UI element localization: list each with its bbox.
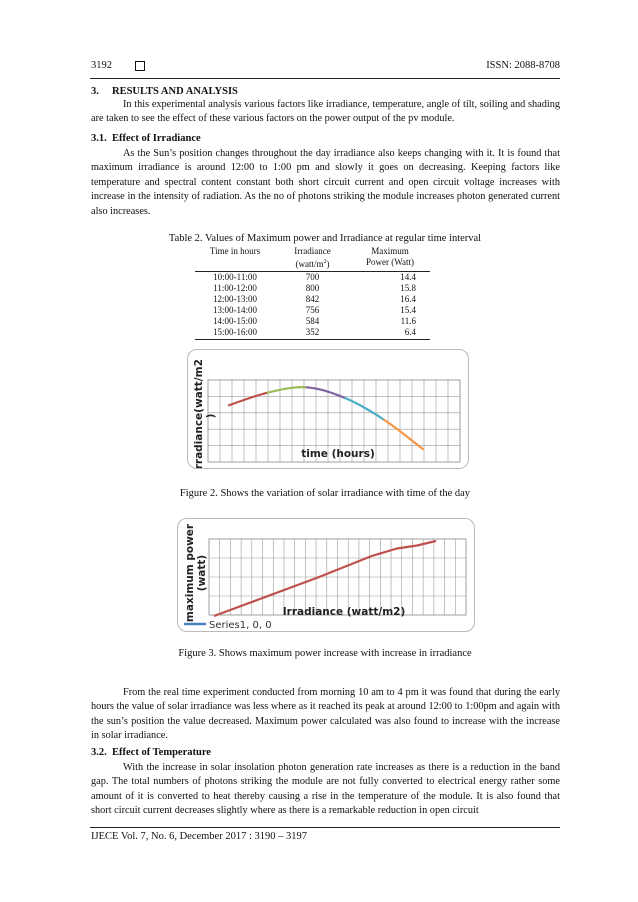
table-cell-time: 15:00-16:00 (195, 327, 275, 340)
irradiance-chart-svg (188, 350, 468, 468)
table-cell-irr: 584 (305, 316, 320, 326)
table-cell-pow: 16.4 (400, 294, 416, 304)
footer-rule (90, 827, 560, 828)
table-cell-pow: 14.4 (400, 272, 416, 282)
table-row (195, 283, 430, 294)
series-line-segment (384, 420, 423, 449)
table-cell-irr: 800 (305, 283, 320, 293)
checkbox-square-icon (135, 61, 145, 71)
table-row (195, 327, 430, 340)
series-line-segment (345, 398, 384, 420)
section-heading-temperature: 3.2. Effect of Temperature (91, 747, 211, 758)
table-cell-time: 13:00-14:00 (213, 305, 257, 315)
col-max-power: Maximum Power (Watt) (350, 246, 430, 272)
table-cell-time: 12:00-13:00 (213, 294, 257, 304)
table-cell-irr: 700 (305, 272, 320, 282)
x-axis-label: time (hours) (301, 448, 375, 460)
y-axis-label: maximum power(watt) (184, 523, 208, 623)
power-chart-svg (178, 519, 474, 631)
footer-text: IJECE Vol. 7, No. 6, December 2017 : 3190 – 3197 (91, 831, 308, 842)
section-heading-results: 3. RESULTS AND ANALYSIS (91, 86, 238, 97)
legend-label: Series1, 0, 0 (209, 620, 272, 631)
table2-caption: Table 2. Values of Maximum power and Irradiance at regular time interval (168, 233, 482, 244)
section-heading-irradiance: 3.1. Effect of Irradiance (91, 133, 201, 144)
page-number: 3192 (91, 60, 112, 71)
table-row (195, 305, 430, 316)
table-cell-pow: 6.4 (350, 327, 430, 340)
table-row (195, 294, 430, 305)
y-axis-label: irradiance(watt/m2) (193, 359, 217, 468)
col-time: Time in hours (195, 246, 275, 272)
table-cell-pow: 11.6 (400, 316, 416, 326)
table-cell-time: 14:00-15:00 (213, 316, 257, 326)
table-row (195, 272, 430, 284)
table-cell-pow: 15.4 (400, 305, 416, 315)
page-header (91, 60, 145, 71)
table-cell-time: 11:00-12:00 (213, 283, 257, 293)
col-irradiance: Irradiance $(watt/m^2)$ (275, 246, 350, 272)
series-line (214, 541, 436, 616)
section32-text: With the increase in solar insolation photon generation rate increases as there is a reduction in the band gap. The total numbers of photons striking the module are not fully converted to electrical energy rather some amount of it is converted to heat thereby causing a rise in the temperature of the module. It is also found that short circuit current decreases slightly where as there is a remarkable reduction in open circuit (91, 762, 560, 817)
series-line-segment (268, 387, 307, 392)
table-row (195, 316, 430, 327)
table-cell-irr: 352 (275, 327, 350, 340)
table-cell-irr: 756 (305, 305, 320, 315)
series-line-segment (229, 393, 268, 406)
body-text: From the real time experiment conducted from morning 10 am to 4 pm it was found that during the early hours the value of solar irradiance was less where as it reached its peak at around 12:00 to 1:00pm and again with the sun’s position the value decreased. Maximum power calculated was also found to increase with the increase in solar irradiance. (91, 687, 560, 742)
section31-text: As the Sun’s position changes throughout the day irradiance also keeps changing with it. It is found that maximum irradiance is around 12:00 to 1:00 pm and slowly it goes on decreasing. Keeping factors like temperature and spectral content constant both short circuit current and open circuit voltage increases with increase in the intensity of radiation. As the no of photons striking the module increases photon generated current also increases. (91, 148, 560, 217)
table2 (195, 246, 430, 340)
issn: ISSN: 2088-8708 (486, 60, 560, 71)
x-axis-label: Irradiance (watt/m2) (282, 606, 406, 618)
figure3-chart (177, 518, 475, 632)
table-cell-irr: 842 (305, 294, 320, 304)
figure2-caption: Figure 2. Shows the variation of solar irradiance with time of the day (179, 488, 471, 499)
figure2-chart (187, 349, 469, 469)
figure3-caption: Figure 3. Shows maximum power increase with increase in irradiance (178, 648, 472, 659)
header-rule (90, 78, 560, 79)
table-cell-pow: 15.8 (400, 283, 416, 293)
table-cell-time: 10:00-11:00 (213, 272, 257, 282)
section3-intro: In this experimental analysis various factors like irradiance, temperature, angle of tilt, soiling and shading are taken to see the effect of these various factors on the power output of the pv module. (91, 99, 560, 125)
